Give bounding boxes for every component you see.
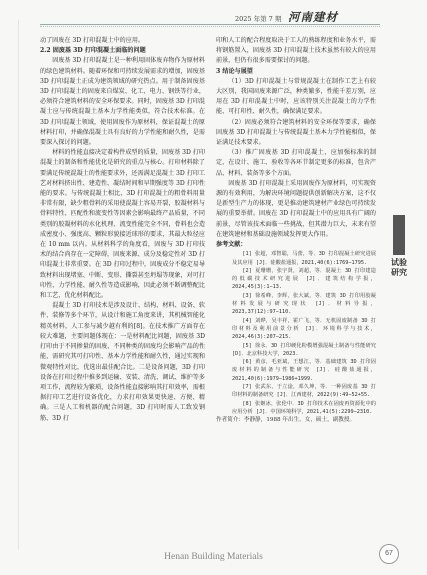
reference-item: [8] 张姬冰，张伦中．3D 打印技术在固废再资源化中的应用分析 [J]．中国环境科学，2021,41(5):2299−2310.	[232, 400, 376, 415]
section-heading: 3 结论与展望	[216, 67, 253, 75]
paragraph: 混凝土 3D 打印技术是涉及设计、结构、材料、设备、软件、装修等多个环节，从设计和施工角度来讲，其机械智能化精英材料，人工参与减少越有利的[8]。在技术推广方面存在较大难题，主要问题体现在：一是材料配比问题，固废基 3D 打印由于不同掺量的固废，不同种类的固废均会影响产品的性能，需研究其可打印性、基本力学性能和耐久性，通过实现和微观特性对比，优选出最佳配合比。二是设备问题，3D 打印设备在打印过程中推多到运输、安装、清洗、调试、维护等多项工作，流程较为繁琐，设备性能直接影响其打印效率，需根据打印工艺进行设备优化，力求打印效果更快速、方便、精确。三是人工和机器的配合问题，3D 打印时需人工致发钢筋、3D 打	[40, 302, 205, 422]
footer-journal-name: Henan Building Materials	[164, 552, 263, 562]
paragraph: 固废基 3D 打印混凝土采用固废作为原材料，可实现资源的有效利用，为解决环境问题提供创新解决方案，这不仅是新型生产力的体现，更是推动建筑建材产业绿色可持续发展的重要举措。固废在 3D 打印混凝土中的应用具有广阔的前景，尽管该技术面临一些挑战，但其潜力巨大，未来有望在建筑建材和基础设施领域发挥更大作用。	[216, 179, 376, 238]
side-tab-marker	[393, 215, 405, 255]
reference-item: [3] 徐希峰，李辉，张大斌，等．建筑 3D 打印用胶凝材料发展与研究现状 [J]．材料导报，2023,37(12):97−110.	[232, 292, 376, 316]
reference-item: [4] 刘晔，吴丰祥，霍广飞，等．无机固废制备 3D 打印材料及利用前景分析 [J]．环境科学与技术，2024,46(3):207−215.	[232, 317, 376, 341]
paragraph: 印和人工的配合程度取决于工人的熟练程度和业务水平，需将钢筋置入，固废基 3D 打印混凝土技术虽然有较大的应用前景，但仍有很多需要探讨的问题。	[216, 37, 376, 65]
header-journal-title: 河南建材	[288, 10, 338, 24]
references-heading: 参考文献：	[216, 241, 247, 249]
header-rule	[40, 24, 380, 25]
header-dotted-rule	[40, 26, 380, 29]
paragraph: 固废基 3D 打印混凝土是一种利用固体废弃物作为原材料的绿色建筑材料。随着环保和可持续发展需求的增加，固废基 3D 打印混凝土正成为建筑领域的研究热点。用于制备固废基 3D 打印混凝土的固废来自煤炭、化工、电力、钢铁等行业，必须符合建筑材料的安全环保要求。同时，固废基 3D 打印混凝土应与传统混凝土基本力学性能类似，符合技术标准。在 3D 打印混凝土领域，使用固废作为原材料，保证混凝土的原材料打印，并确保混凝土具有良好的力学性能和耐久性，是需要深入探讨的问题。	[40, 57, 205, 147]
section-heading: 2.2 固废基 3D 打印混凝土面临的问题	[40, 47, 146, 55]
reference-item: [5] 徐永．3D 打印硬化粉模增强混凝土制备与性能研究 [D]．北京科技大学，2023.	[232, 342, 376, 357]
paragraph: 材料的性能直接决定着构件成型的质量，固废基 3D 打印混凝土的制备和性能优化是研究的重点与核心。打印材料除了要满足传统混凝土的性能要求外，还需满足混凝土 3D 打印工艺对材料挤出性、建造性、凝结时间和早期强度等 3D 打印性能的要求。与传统混凝土相比，3D 打印混凝土的粗骨料用量非常有限，缺少粗骨料的采用使混凝土容易开裂，胶凝材料与骨料特性、匹配性和流变性等因素会影响最终产品质量，不同类别的胶凝材料的水化机理、流变性能完全不同，骨料也会造成密度小、强度高、颗粒形貌接近球形的要求，其最大粒径应在 10 mm 以内。从材料科学的角度看，固废与 3D 打印技术的结合尚存在一定障碍，固废来源、成分及稳定性对 3D 打印混凝土非常重要。在 3D 打印过程中，固废成分不稳定易导致材料出现堵塞、中断、变形、撕裂甚至坍塌等现象，对可打印性、力学性能、耐久性等造成影响，因此必须不断调整配比和工艺，优化材料配比。	[40, 149, 205, 300]
reference-item: [7] 张武东，于立淦，邓久坤，等．一种固废基 3D 打印材料的制备研究 [J]．江西建材，2022(9):49−52+55.	[232, 384, 376, 399]
right-column	[216, 36, 376, 424]
paragraph: 动了固废在 3D 打印混凝土中的应用。	[40, 37, 145, 44]
paragraph: （2）固废必须符合建筑材料的安全环保等要求，确保固废基 3D 打印混凝土与传统混凝土基本力学性能相似，保证满足技术要求。	[216, 118, 376, 147]
section-side-label: 试验研究	[391, 258, 407, 277]
author-bio: 作者简介：李静静，1988 年出生，女，硕士，副教授。	[216, 417, 356, 424]
reference-item: [1] 张超，邓智聪，马蕾，等．3D 打印混凝土研究进展及其应用 [J]．硅酸盐通报，2021,40(6):1769−1795.	[232, 251, 376, 266]
page-number: 67	[379, 544, 399, 564]
left-column	[40, 36, 205, 424]
paragraph: （1）3D 打印混凝土与常规混凝土在制作工艺上有较大区别，我国固废来源广泛，种类繁多，性能千差万别，应用在 3D 打印混凝土中时，应该特别关注混凝土的力学性能、可打印性、耐久性，确保满足要求。	[216, 77, 376, 116]
reference-item: [2] 夏珊珊，张宇贤，刘超，等．混凝土 3D 打印建造的低碳技术研究进展 [J]．建筑结构学报，2024,45(3):1−13.	[232, 267, 376, 291]
reference-item: [6] 黄彦，毛亚斌，王想江，等．基础建筑 3D 打印固废材料的制备与性能研究 [J]．硅酸盐通报，2021,40(6):1979−1986+1999.	[232, 359, 376, 382]
paragraph: （3）推广固废基 3D 打印混凝土，应加强标准的制定，在设计、施工、验收等各环节制定更多的标准，包含产品、材料、装备等多个方面。	[216, 149, 376, 177]
margin-line	[18, 20, 19, 550]
header-issue: 2025 年第 7 期	[235, 15, 282, 23]
